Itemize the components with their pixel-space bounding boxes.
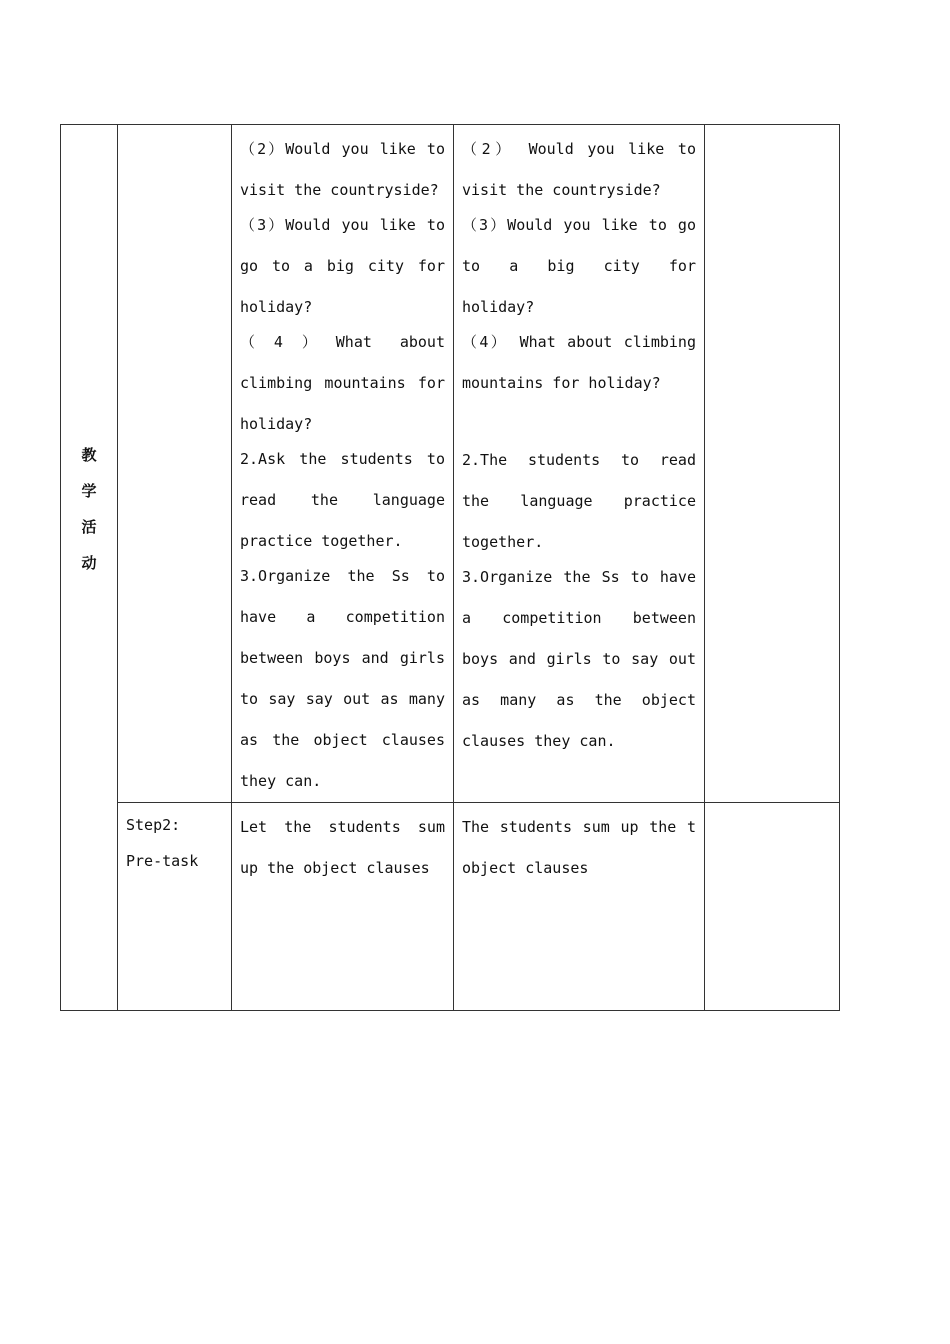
student-item: （2） Would you like to visit the countryside? — [462, 140, 696, 199]
notes-cell — [705, 125, 840, 803]
teacher-item: Let the students sum up the object clauses — [240, 818, 445, 877]
student-activity-cell — [454, 125, 705, 803]
student-item: The students sum up the t object clauses — [462, 818, 696, 877]
lesson-plan-table — [60, 124, 840, 1011]
teacher-item: （2）Would you like to visit the countryside? — [240, 140, 445, 199]
notes-cell — [705, 803, 840, 1011]
step-number: Step2: — [126, 816, 181, 834]
student-item: （4） What about climbing mountains for holiday? — [462, 333, 696, 392]
teacher-item: （3）Would you like to go to a big city for holiday? — [240, 216, 445, 316]
step-cell — [118, 125, 232, 803]
section-label-cell — [61, 125, 118, 1011]
table-row — [61, 803, 840, 1011]
teacher-item: 2.Ask the students to read the language practice together. — [240, 450, 445, 550]
teacher-activity-cell — [232, 125, 454, 803]
student-item: 2.The students to read the language practice together. — [462, 451, 696, 551]
student-item: （3）Would you like to go to a big city for holiday? — [462, 216, 696, 316]
teacher-item: （4）What about climbing mountains for holiday? — [240, 333, 445, 433]
table-row — [61, 125, 840, 803]
student-activity-cell — [454, 803, 705, 1011]
teacher-item: 3.Organize the Ss to have a competition between boys and girls to say say out as many as the object clauses they can. — [240, 567, 445, 790]
student-item: 3.Organize the Ss to have a competition between boys and girls to say out as many as the object clauses they can. — [462, 568, 696, 750]
teacher-activity-cell — [232, 803, 454, 1011]
section-label: 教 学 活 动 — [81, 446, 97, 572]
step-cell — [118, 803, 232, 1011]
step-name: Pre-task — [126, 852, 199, 870]
